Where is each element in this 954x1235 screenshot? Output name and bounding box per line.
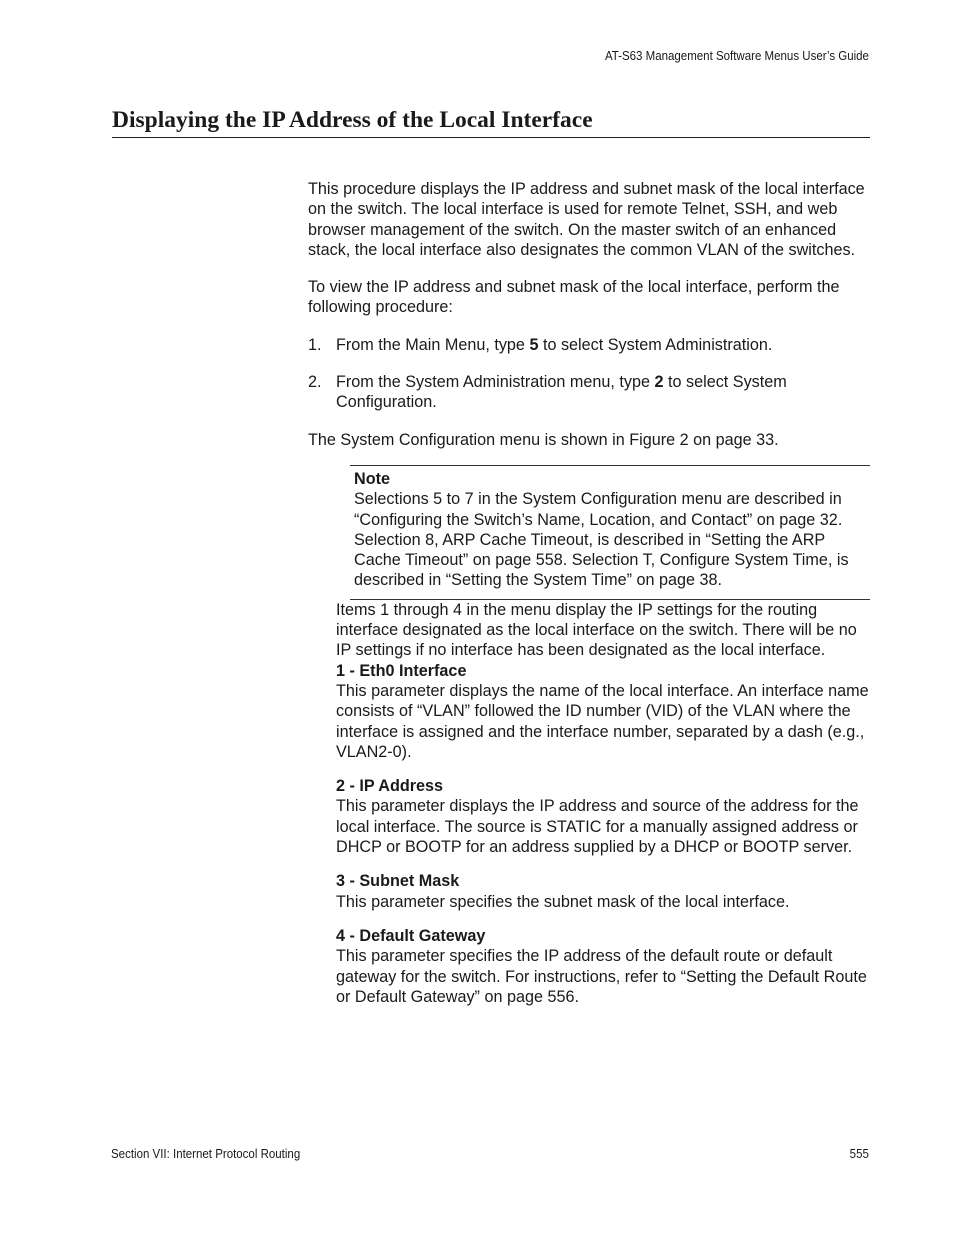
step-text bbox=[336, 335, 870, 355]
note-text: Selections 5 to 7 in the System Configuration menu are described in “Configuring the Switch’s Name, Location, and Contact” on page 32. Selection 8, ARP Cache Timeout, is described in “Setting the ARP Cache Timeout” on page 558. Selection T, Configure System Time, is described in “Setting the System Time” on page 38. bbox=[354, 490, 849, 590]
step-followup: The System Configuration menu is shown in Figure 2 on page 33. bbox=[308, 430, 779, 449]
step-number: 1. bbox=[308, 335, 322, 354]
step-1 bbox=[308, 335, 870, 355]
step-key: 5 bbox=[529, 335, 539, 354]
step-text-before: From the System Administration menu, type bbox=[336, 373, 655, 392]
step-text bbox=[336, 372, 870, 413]
param-text: This parameter displays the name of the local interface. An interface name consists of “VLAN” followed the ID number (VID) of the VLAN where the interface is assigned and the interface number, separated by a dash (e.g., VLAN2-0). bbox=[336, 681, 869, 761]
step-text-after: to select System Configuration. bbox=[336, 373, 787, 412]
param-text: This parameter specifies the subnet mask of the local interface. bbox=[336, 892, 790, 911]
param-title: 3 - Subnet Mask bbox=[336, 872, 460, 891]
note-box bbox=[350, 465, 870, 600]
step-text-before: From the Main Menu, type bbox=[336, 335, 530, 354]
param-title: 4 - Default Gateway bbox=[336, 926, 486, 945]
intro-paragraph-1: This procedure displays the IP address and subnet mask of the local interface on the switch. The local interface is used for remote Telnet, SSH, and web browser management of the switch. On the master switch of an enhanced stack, the local interface also designates the common VLAN of the switches. bbox=[308, 180, 865, 259]
running-header: AT-S63 Management Software Menus User’s Guide bbox=[605, 49, 869, 63]
intro-paragraph-2: To view the IP address and subnet mask of the local interface, perform the following procedure: bbox=[308, 278, 840, 317]
param-default-gateway bbox=[336, 926, 870, 1007]
note-title: Note bbox=[354, 469, 390, 488]
step-2 bbox=[308, 372, 870, 413]
section-heading: Displaying the IP Address of the Local Interface bbox=[112, 107, 870, 138]
param-ip-address bbox=[336, 776, 870, 857]
param-eth0-interface bbox=[336, 661, 870, 762]
param-text: This parameter specifies the IP address of the default route or default gateway for the switch. For instructions, refer to “Setting the Default Route or Default Gateway” on page 556. bbox=[336, 947, 867, 1006]
step-text-after: to select System Administration. bbox=[538, 335, 773, 354]
param-title: 2 - IP Address bbox=[336, 777, 444, 796]
param-text: This parameter displays the IP address and source of the address for the local interface. The source is STATIC for a manually assigned address or DHCP or BOOTP for an address supplied by a DHCP or BOOTP server. bbox=[336, 797, 859, 857]
footer-section: Section VII: Internet Protocol Routing bbox=[111, 1147, 301, 1161]
page-number: 555 bbox=[849, 1147, 869, 1161]
items-intro: Items 1 through 4 in the menu display the IP settings for the routing interface designated as the local interface on the switch. There will be no IP settings if no interface has been designated as the local interface. bbox=[336, 600, 857, 660]
param-subnet-mask bbox=[336, 871, 870, 912]
body-content bbox=[308, 179, 870, 1021]
param-title: 1 - Eth0 Interface bbox=[336, 661, 467, 680]
step-number: 2. bbox=[308, 373, 322, 392]
step-key: 2 bbox=[654, 373, 664, 392]
